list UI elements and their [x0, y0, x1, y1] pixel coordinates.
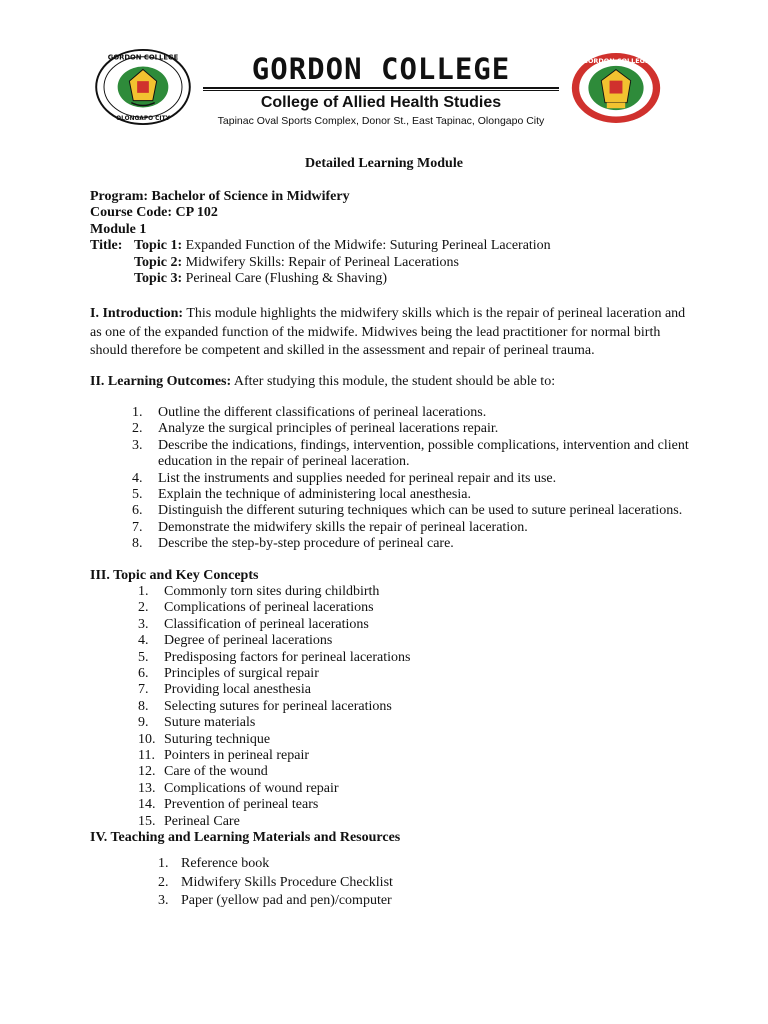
list-item-text: Suturing technique	[164, 731, 271, 747]
college-address: Tapinac Oval Sports Complex, Donor St., East Tapinac, Olongapo City	[217, 115, 545, 127]
list-number: 5.	[138, 649, 149, 665]
module-meta	[90, 189, 551, 287]
program-line: Program: Bachelor of Science in Midwifery	[90, 189, 350, 204]
key-concept-item	[138, 584, 538, 600]
key-concept-item	[138, 666, 538, 682]
list-item-text: Reference book	[181, 856, 270, 871]
teaching-materials-heading: IV. Teaching and Learning Materials and Resources	[90, 830, 401, 845]
list-item-text: Midwifery Skills Procedure Checklist	[181, 874, 393, 890]
svg-text:OLONGAPO CITY: OLONGAPO CITY	[116, 116, 170, 123]
topic-2	[90, 255, 551, 271]
topic-label: Topic 2:	[134, 254, 183, 270]
key-concepts-heading: III. Topic and Key Concepts	[90, 568, 259, 583]
key-concept-item	[138, 650, 538, 666]
list-number: 4.	[138, 633, 149, 649]
list-item-text: Complications of perineal lacerations	[164, 600, 374, 616]
list-item-text: List the instruments and supplies needed for perineal repair and its use.	[158, 470, 557, 486]
teaching-material-item	[158, 874, 558, 893]
svg-text:GORDON COLLEGE: GORDON COLLEGE	[582, 57, 650, 66]
list-number: 2.	[132, 421, 143, 437]
list-item-text: Describe the step-by-step procedure of perineal care.	[158, 536, 454, 552]
list-item-text: Analyze the surgical principles of perineal lacerations repair.	[158, 421, 499, 437]
learning-outcome-item	[132, 520, 692, 536]
key-concept-item	[138, 814, 538, 830]
department-name: College of Allied Health Studies	[260, 94, 502, 111]
learning-outcome-item	[132, 536, 692, 552]
topic-text: Midwifery Skills: Repair of Perineal Lacerations	[182, 254, 459, 270]
topic-text: Perineal Care (Flushing & Shaving)	[182, 271, 388, 287]
list-item-text: Predisposing factors for perineal lacerations	[164, 649, 411, 665]
list-item-text: Selecting sutures for perineal lacerations	[164, 698, 392, 714]
list-item-text: Complications of wound repair	[164, 780, 339, 796]
title-label: Title:	[90, 238, 123, 254]
key-concept-item	[138, 748, 538, 764]
list-number: 7.	[132, 519, 143, 535]
topic-text: Expanded Function of the Midwife: Suturing Perineal Laceration	[182, 238, 551, 254]
list-number: 7.	[138, 682, 149, 698]
learning-outcomes-heading	[90, 374, 555, 390]
list-number: 2.	[158, 874, 169, 890]
learning-outcome-item	[132, 487, 692, 503]
learning-outcomes-list	[132, 405, 692, 553]
module-line: Module 1	[90, 221, 147, 237]
list-number: 1.	[132, 405, 143, 420]
list-item-text: Describe the indications, findings, intervention, possible complications, intervention and client education in the repair of perineal laceration.	[158, 437, 689, 470]
key-concept-item	[138, 797, 538, 813]
list-number: 14.	[138, 797, 156, 813]
list-item-text: Pointers in perineal repair	[164, 748, 310, 764]
list-number: 8.	[138, 698, 149, 714]
key-concept-item	[138, 633, 538, 649]
topic-label: Topic 1:	[134, 238, 183, 254]
introduction-text: This module highlights the midwifery skills which is the repair of perineal laceration and as one of the expanded function of the midwife. Midwives being the lead practitioner for normal birth should therefore be competent and skilled in the assessment and repair of perineal trauma.	[90, 306, 686, 359]
topic-label: Topic 3:	[134, 271, 183, 287]
list-item-text: Principles of surgical repair	[164, 666, 319, 682]
list-item-text: Prevention of perineal tears	[164, 797, 319, 813]
introduction-section	[90, 305, 690, 361]
college-name: GORDON COLLEGE	[251, 52, 511, 86]
list-item-text: Explain the technique of administering local anesthesia.	[158, 487, 471, 503]
key-concept-item	[138, 699, 538, 715]
teaching-materials-list	[158, 855, 558, 911]
learning-outcome-item	[132, 405, 692, 421]
learning-outcome-item	[132, 471, 692, 487]
list-number: 6.	[132, 503, 143, 519]
key-concept-item	[138, 764, 538, 780]
list-number: 12.	[138, 764, 156, 780]
learning-outcomes-text: After studying this module, the student should be able to:	[231, 374, 556, 389]
topic-1	[134, 238, 551, 254]
list-number: 3.	[158, 893, 169, 908]
list-item-text: Demonstrate the midwifery skills the repair of perineal laceration.	[158, 519, 528, 535]
list-number: 15.	[138, 813, 156, 829]
course-code-line: Course Code: CP 102	[90, 205, 218, 221]
list-number: 6.	[138, 666, 149, 682]
letterhead-text	[196, 52, 566, 128]
letterhead	[0, 0, 768, 140]
list-number: 10.	[138, 731, 156, 747]
gordon-college-seal-right	[570, 50, 662, 126]
key-concept-item	[138, 715, 538, 731]
list-number: 3.	[132, 437, 143, 453]
list-number: 1.	[158, 856, 169, 871]
list-item-text: Providing local anesthesia	[164, 682, 311, 698]
list-item-text: Degree of perineal lacerations	[164, 633, 333, 649]
letterhead-rule	[203, 87, 559, 91]
list-item-text: Distinguish the different suturing techniques which can be used to suture perineal lacerations.	[158, 503, 683, 519]
gordon-college-seal-left	[94, 48, 192, 126]
list-item-text: Care of the wound	[164, 764, 268, 780]
svg-text:GORDON COLLEGE: GORDON COLLEGE	[107, 53, 179, 62]
section-heading: I. Introduction:	[90, 306, 184, 321]
key-concept-item	[138, 617, 538, 633]
list-number: 8.	[132, 536, 143, 552]
learning-outcome-item	[132, 421, 692, 437]
teaching-material-item	[158, 892, 558, 911]
list-item-text: Outline the different classifications of perineal lacerations.	[158, 405, 487, 420]
list-number: 2.	[138, 600, 149, 616]
list-number: 1.	[138, 584, 149, 599]
list-item-text: Suture materials	[164, 715, 256, 731]
teaching-material-item	[158, 855, 558, 874]
learning-outcome-item	[132, 503, 692, 519]
key-concept-item	[138, 781, 538, 797]
list-number: 11.	[138, 748, 155, 764]
list-item-text: Classification of perineal lacerations	[164, 616, 369, 632]
list-number: 3.	[138, 616, 149, 632]
key-concept-item	[138, 600, 538, 616]
key-concept-item	[138, 682, 538, 698]
list-number: 5.	[132, 487, 143, 503]
list-item-text: Perineal Care	[164, 813, 240, 829]
list-number: 13.	[138, 780, 156, 796]
section-heading: II. Learning Outcomes:	[90, 374, 232, 389]
learning-outcome-item	[132, 438, 692, 471]
list-item-text: Commonly torn sites during childbirth	[164, 584, 380, 599]
topic-3	[90, 271, 551, 287]
list-number: 4.	[132, 470, 143, 486]
key-concept-item	[138, 732, 538, 748]
topic-row	[90, 238, 551, 254]
list-item-text: Paper (yellow pad and pen)/computer	[181, 893, 392, 908]
list-number: 9.	[138, 715, 149, 731]
key-concepts-list	[138, 584, 538, 830]
document-title: Detailed Learning Module	[305, 156, 463, 171]
